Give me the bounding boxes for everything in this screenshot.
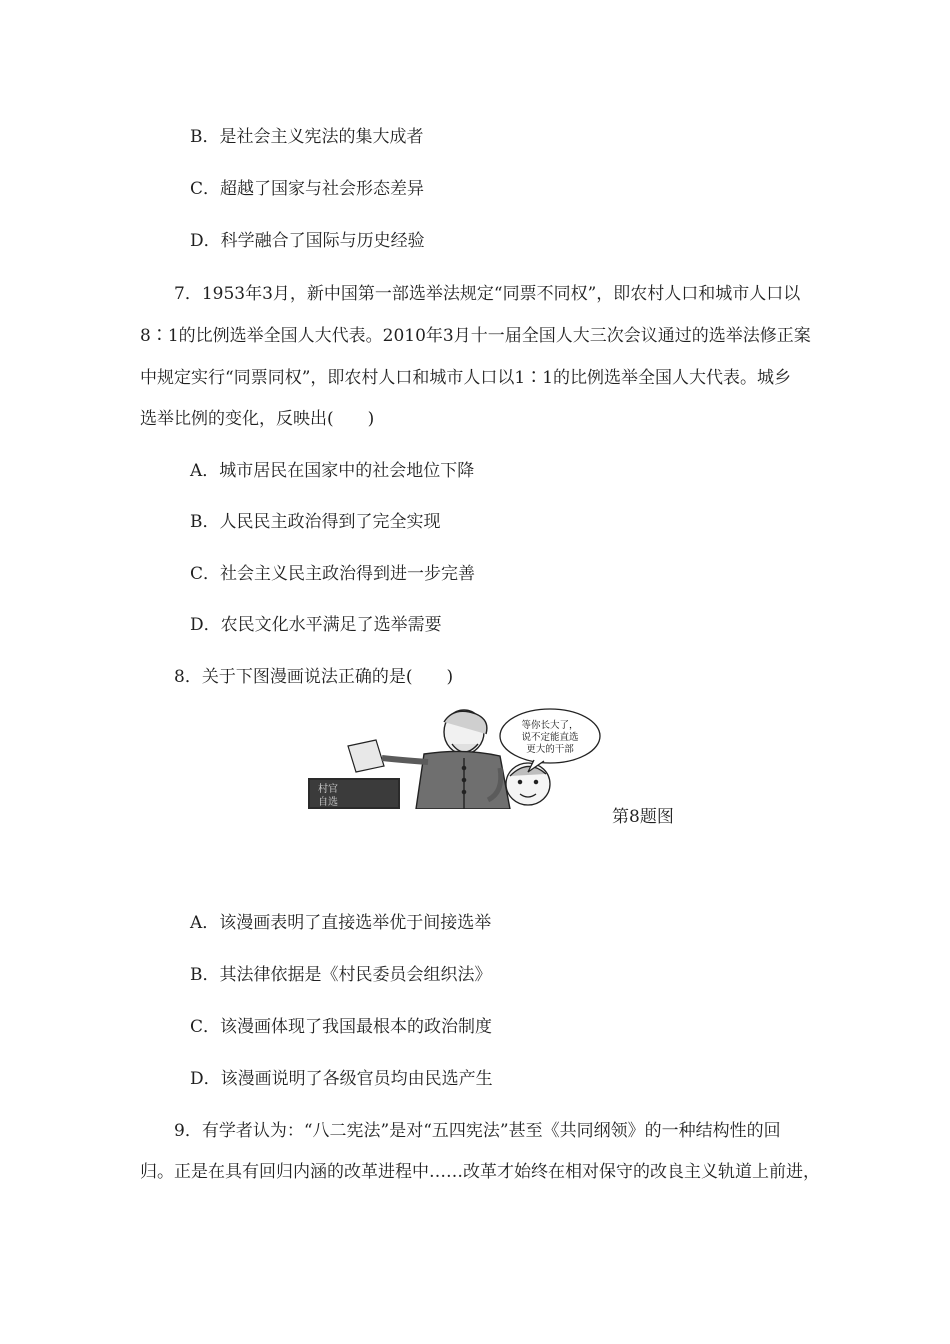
q8-option-d: D．该漫画说明了各级官员均由民选产生: [190, 1069, 493, 1089]
q8-cartoon: [304, 708, 606, 809]
q7-stem-line-4: 选举比例的变化，反映出( ): [140, 409, 375, 429]
bubble-line-3: 更大的干部: [526, 744, 574, 755]
q9-stem-line-1: 9．有学者认为：“八二宪法”是对“五四宪法”甚至《共同纲领》的一种结构性的回: [174, 1121, 781, 1141]
ballot-box-label-1: 村官: [318, 784, 338, 795]
q7-option-a: A．城市居民在国家中的社会地位下降: [190, 461, 475, 481]
old-man-figure: [382, 710, 510, 809]
q8-option-c: C．该漫画体现了我国最根本的政治制度: [190, 1017, 493, 1037]
bubble-line-2: 说不定能直选: [521, 732, 579, 743]
q7-option-c: C．社会主义民主政治得到进一步完善: [190, 564, 476, 584]
q9-stem-line-2: 归。正是在具有回归内涵的改革进程中……改革才始终在相对保守的改良主义轨道上前进，: [140, 1162, 820, 1182]
q7-stem-line-3: 中规定实行“同票同权”，即农村人口和城市人口以1∶1的比例选举全国人大代表。城乡: [140, 368, 792, 388]
q7-option-d: D．农民文化水平满足了选举需要: [190, 615, 442, 635]
q6-option-d: D．科学融合了国际与历史经验: [190, 231, 425, 251]
q6-option-b: B．是社会主义宪法的集大成者: [190, 127, 424, 147]
q8-figure-caption: 第8题图: [612, 807, 674, 827]
q6-option-c: C．超越了国家与社会形态差异: [190, 179, 425, 199]
q8-stem: 8．关于下图漫画说法正确的是( ): [174, 667, 454, 687]
bubble-line-1: 等你长大了，: [521, 720, 579, 731]
q7-stem-line-1: 7．1953年3月，新中国第一部选举法规定“同票不同权”，即农村人口和城市人口以: [174, 284, 801, 304]
q8-option-b: B．其法律依据是《村民委员会组织法》: [190, 965, 492, 985]
q7-stem-line-2: 8∶1的比例选举全国人大代表。2010年3月十一届全国人大三次会议通过的选举法修正案: [140, 326, 811, 346]
q8-option-a: A．该漫画表明了直接选举优于间接选举: [190, 913, 492, 933]
ballot-paper-icon: [348, 740, 384, 772]
ballot-box-label-2: 自选: [318, 797, 338, 808]
child-figure: [506, 763, 550, 805]
q7-option-b: B．人民民主政治得到了完全实现: [190, 512, 441, 532]
